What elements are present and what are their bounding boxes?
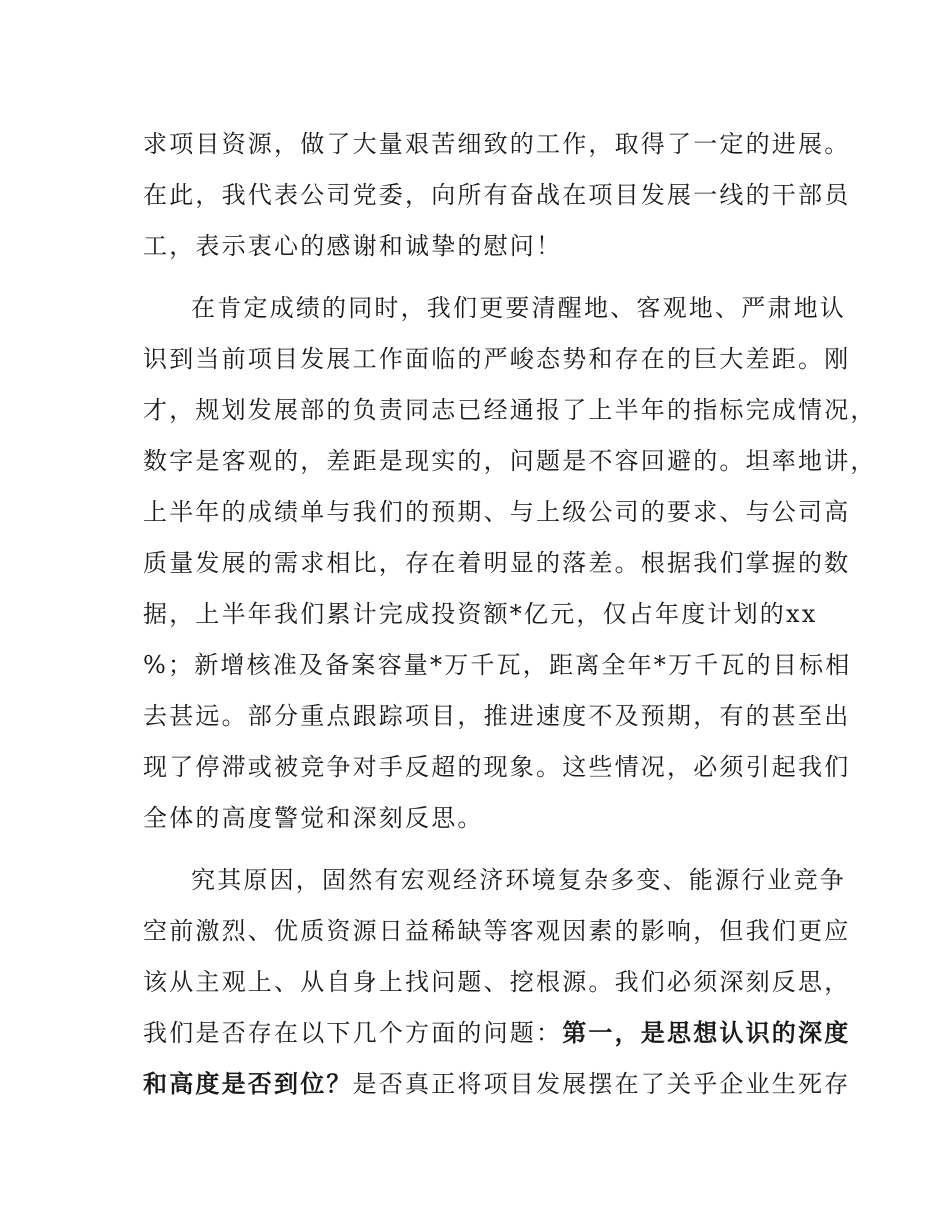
- paragraph-3-line-4-bold: 第一，是思想认识的深度: [562, 1018, 851, 1047]
- paragraph-2-line-3: 才，规划发展部的负责同志已经通报了上半年的指标完成情况，: [143, 396, 877, 424]
- paragraph-2-line-9: 去甚远。部分重点跟踪项目，推进速度不及预期，有的甚至出: [143, 702, 851, 730]
- paragraph-1-line-1: 求项目资源，做了大量艰苦细致的工作，取得了一定的进展。: [143, 130, 851, 158]
- paragraph-2-line-2: 识到当前项目发展工作面临的严峻态势和存在的巨大差距。刚: [143, 345, 851, 373]
- paragraph-3-line-5-normal: 是否真正将项目发展摆在了关乎企业生死存: [352, 1070, 851, 1098]
- paragraph-2-line-6: 质量发展的需求相比，存在着明显的落差。根据我们掌握的数: [143, 549, 851, 577]
- paragraph-3-line-4-normal: 我们是否存在以下几个方面的问题：: [143, 1019, 563, 1047]
- paragraph-3-line-5-bold: 和高度是否到位？: [143, 1069, 353, 1098]
- paragraph-2-line-8: %；新增核准及备案容量*万千瓦，距离全年*万千瓦的目标相: [143, 651, 852, 679]
- paragraph-3-line-2: 空前激烈、优质资源日益稀缺等客观因素的影响，但我们更应: [143, 917, 851, 945]
- paragraph-2-line-1: 在肯定成绩的同时，我们更要清醒地、客观地、严肃地认: [191, 294, 846, 322]
- paragraph-1-line-3: 工，表示衷心的感谢和诚挚的慰问！: [143, 232, 563, 260]
- paragraph-2-line-11: 全体的高度警觉和深刻反思。: [143, 804, 484, 832]
- paragraph-2-line-7: 据，上半年我们累计完成投资额*亿元，仅占年度计划的xx: [143, 600, 818, 628]
- paragraph-3-line-5: [143, 1068, 851, 1100]
- paragraph-3-line-3: 该从主观上、从自身上找问题、挖根源。我们必须深刻反思，: [143, 968, 851, 996]
- paragraph-3-line-1: 究其原因，固然有宏观经济环境复杂多变、能源行业竞争: [191, 866, 846, 894]
- paragraph-2-line-5: 上半年的成绩单与我们的预期、与上级公司的要求、与公司高: [143, 498, 851, 526]
- paragraph-1-line-2: 在此，我代表公司党委，向所有奋战在项目发展一线的干部员: [143, 181, 851, 209]
- paragraph-2-line-10: 现了停滞或被竞争对手反超的现象。这些情况，必须引起我们: [143, 753, 851, 781]
- paragraph-2-line-4: 数字是客观的，差距是现实的，问题是不容回避的。坦率地讲，: [143, 447, 877, 475]
- paragraph-3-line-4: [143, 1017, 851, 1049]
